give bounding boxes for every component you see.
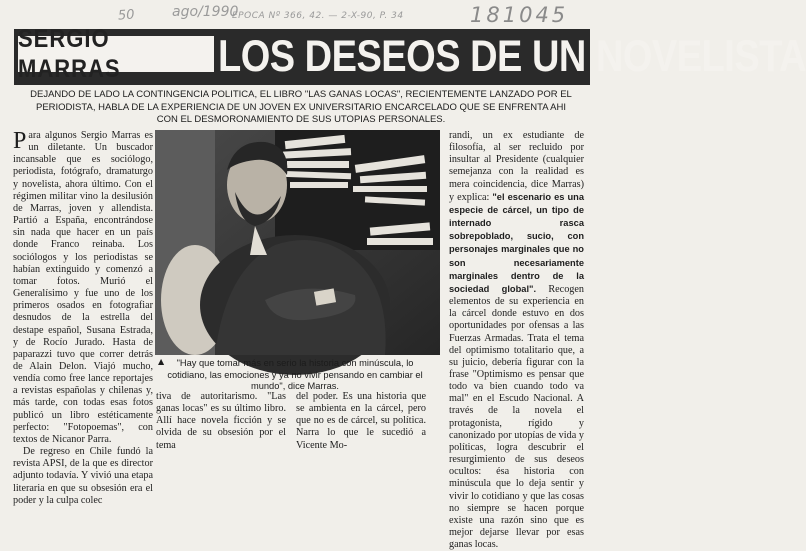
caption-marker: ▲	[158, 357, 165, 366]
photo-caption: "Hay que tomar más en serio la historia con minúscula, lo cotidiano, las emociones y ya no vivir pensando en cambiar el mundo", dice Marras.	[167, 358, 423, 391]
handwritten-archive-number: 181045	[470, 3, 569, 27]
handwritten-reference: EPOCA Nº 366, 42. — 2-X-90, P. 34	[232, 11, 404, 21]
column-4-pull-quote: "el escenario es una especie de cárcel, un tipo de internado rasca sobrepoblado, sucio, con personajes marginales que no son necesariamente marginales dentro de la sociedad global".	[449, 191, 584, 294]
column-4-paragraph-2: Recogen elementos de su experiencia en la cárcel donde estuvo en dos oportunidades por ofensas a las Fuerzas Armadas. Trata el tema del optimismo totalitario que, a su juicio, debería figurar con la frase "Optimismo es pensar que todo va bien cuando todo va mal" en el Escudo Nacional. A través de la novela el protagonista, rígido y canonizado por utopías de vida y políticas, logra descubrir el resurgimiento de sus deseos ocultos: ésa historia con minúscula que lo deja sentir y vivir lo cotidiano y que las cosas no siempre se hacen porque existe una razón sino que es mejor dejarse llevar por esas ganas locas.	[449, 283, 585, 551]
column-1-paragraph-1: ara algunos Sergio Marras es un diletante. Un buscador incansable que es sociólogo, periodista, fotógrafo, dramaturgo y novelista, ahora último. Con el régimen militar vino la desilusión de Marras, joven y allendista. Partió a España, encontrándose sin nada que hacer en un país donde Franco reinaba. Los sociólogos y los periodistas se habían extinguido y comenzó a tomar fotos. Murió el Generalísimo y fue uno de los primeros osados en fotografiar desnudos de la estrella del destape español, Susana Estrada, y de Rocío Jurado. Hasta de paparazzi tuvo que correr detrás de Alain Delon. Viajó mucho, vendía como free lance reportajes a revistas españolas y chilenas y, más tarde, con todas esas fotos publicó un libro estéticamente perfecto: "Fotopoemas", con textos de Nicanor Parra.	[13, 130, 153, 445]
article-title: LOS DESEOS DE UN NOVELISTA	[218, 31, 806, 82]
handwritten-page-number: 50	[117, 7, 136, 24]
drop-cap: P	[13, 128, 27, 154]
article-column-1	[13, 130, 153, 507]
author-box	[18, 24, 214, 83]
article-column-3-bottom: del poder. Es una historia que se ambienta en la cárcel, pero que no es de cárcel, su política. Narra lo que le sucedió a Vicente Mo-	[296, 391, 426, 451]
article-column-2-bottom: tiva de autoritarismo. "Las ganas locas" es su último libro. Allí hace novela ficción y se olvida de su obsesión por el tema	[156, 391, 286, 451]
article-lede: DEJANDO DE LADO LA CONTINGENCIA POLITICA, EL LIBRO "LAS GANAS LOCAS", RECIENTEMENTE LANZADO POR EL PERIODISTA, HABLA DE LA EXPERIENCIA DE UN JOVEN EX UNIVERSITARIO ENCARCELADO QUE SE ENFRENTA AHI CON EL DESMORONAMIENTO DE SUS UTOPIAS PERSONALES.	[30, 89, 572, 125]
author-name: SERGIO MARRAS	[18, 24, 121, 83]
author-photo-image	[155, 130, 440, 355]
author-photo	[155, 130, 440, 355]
column-4-paragraph-1: randi, un ex estudiante de filosofía, al ser recluido por insultar al Presidente (cualquier semejanza con la realidad es mera coincidencia, dice Marras) y explica:	[449, 130, 584, 203]
handwritten-date: ago/1990	[172, 4, 239, 20]
column-1-paragraph-2: De regreso en Chile fundó la revista APSI, de la que es director adjunto todavía. Y vivió una etapa literaria en que su obsesión era el poder y la culpa colec	[13, 446, 153, 506]
article-column-4	[449, 130, 584, 551]
